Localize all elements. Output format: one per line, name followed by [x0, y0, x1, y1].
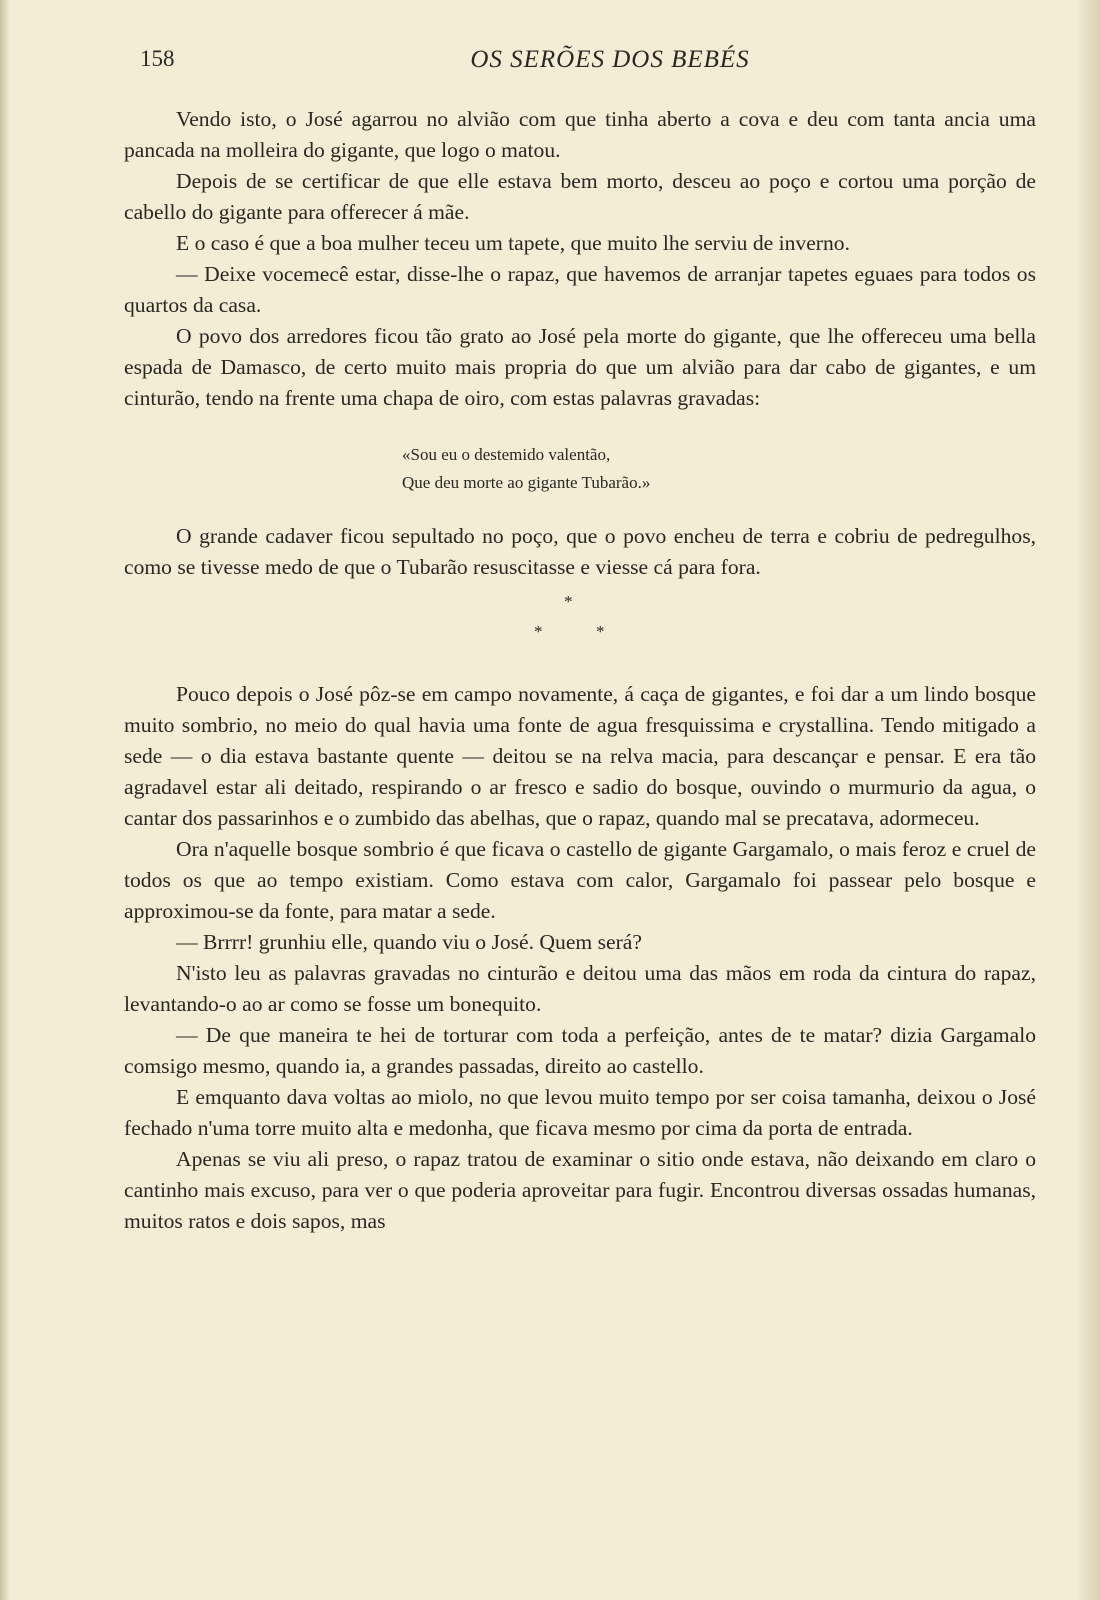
paragraph: Pouco depois o José pôz-se em campo novamente, á caça de gigantes, e foi dar a um lindo bosque muito sombrio, no meio do qual havia uma fonte de agua fresquissima e crystallina. Tendo mitigado a sede — o dia estava bastante quente — deitou se na relva macia, para descançar e pensar. E era tão agradavel estar ali deitado, respirando o ar fresco e sadio do bosque, ouvindo o murmurio da agua, o cantar dos passarinhos e o zumbido das abelhas, que o rapaz, quando mal se precatava, adormeceu.	[124, 682, 1036, 830]
paragraph: E emquanto dava voltas ao miolo, no que levou muito tempo por ser coisa tamanha, deixou o José fechado n'uma torre muito alta e medonha, que ficava mesmo por cima da porta de entrada.	[124, 1085, 1036, 1140]
paragraph: N'isto leu as palavras gravadas no cinturão e deitou uma das mãos em roda da cintura do rapaz, levantando-o ao ar como se fosse um bonequito.	[124, 961, 1036, 1016]
section-break	[124, 589, 1036, 679]
page-header	[140, 46, 1040, 82]
inscription-verse	[402, 441, 1036, 497]
section-star: *	[534, 622, 543, 641]
paragraph: Vendo isto, o José agarrou no alvião com que tinha aberto a cova e deu com tanta ancia uma pancada na molleira do gigante, que logo o matou.	[124, 107, 1036, 162]
verse-line: Que deu morte ao gigante Tubarão.»	[402, 473, 651, 492]
verse-line: «Sou eu o destemido valentão,	[402, 445, 611, 464]
section-star: *	[596, 622, 605, 641]
paragraph: Ora n'aquelle bosque sombrio é que ficava o castello de gigante Gargamalo, o mais feroz e cruel de todos os que ao tempo existiam. Como estava com calor, Gargamalo foi passear pelo bosque e approximou-se da fonte, para matar a sede.	[124, 837, 1036, 923]
page-edge-shadow	[1076, 0, 1100, 1600]
paragraph: — Deixe vocemecê estar, disse-lhe o rapaz, que havemos de arranjar tapetes eguaes para todos os quartos da casa.	[124, 262, 1036, 317]
section-star: *	[564, 592, 573, 611]
running-title: OS SERÕES DOS BEBÉS	[470, 46, 750, 73]
paragraph: — De que maneira te hei de torturar com toda a perfeição, antes de te matar? dizia Gargamalo comsigo mesmo, quando ia, a grandes passadas, direito ao castello.	[124, 1023, 1036, 1078]
paragraph: O grande cadaver ficou sepultado no poço, que o povo encheu de terra e cobriu de pedregulhos, como se tivesse medo de que o Tubarão resuscitasse e viesse cá para fora.	[124, 524, 1036, 579]
spine-shadow	[0, 0, 10, 1600]
paragraph: E o caso é que a boa mulher teceu um tapete, que muito lhe serviu de inverno.	[176, 231, 850, 255]
paragraph: Depois de se certificar de que elle estava bem morto, desceu ao poço e cortou uma porção de cabello do gigante para offerecer á mãe.	[124, 169, 1036, 224]
body-text	[124, 104, 1036, 1237]
paragraph: O povo dos arredores ficou tão grato ao José pela morte do gigante, que lhe offereceu uma bella espada de Damasco, de certo muito mais propria do que um alvião para dar cabo de gigantes, e um cinturão, tendo na frente uma chapa de oiro, com estas palavras gravadas:	[124, 324, 1036, 410]
page-number: 158	[140, 46, 175, 71]
paragraph: — Brrrr! grunhiu elle, quando viu o José. Quem será?	[176, 930, 642, 954]
paragraph: Apenas se viu ali preso, o rapaz tratou de examinar o sitio onde estava, não deixando em claro o cantinho mais excuso, para ver o que poderia aproveitar para fugir. Encontrou diversas ossadas humanas, muitos ratos e dois sapos, mas	[124, 1147, 1036, 1233]
